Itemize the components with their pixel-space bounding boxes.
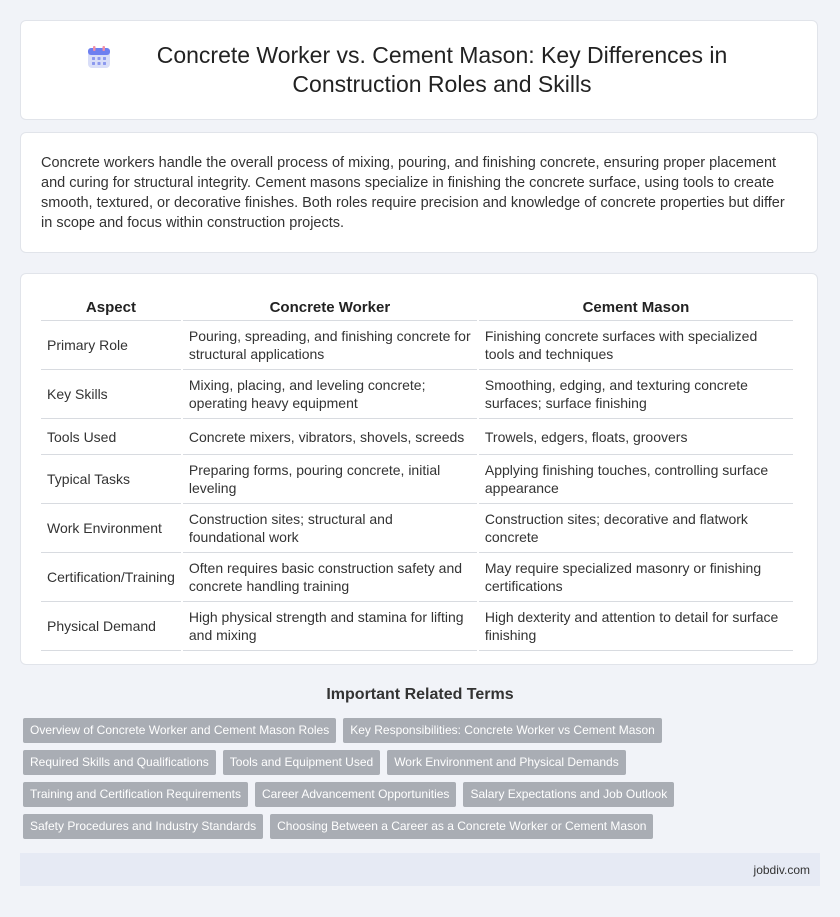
related-term-tag[interactable]: Choosing Between a Career as a Concrete Worker or Cement Mason [270,814,653,839]
cell-concrete-worker: High physical strength and stamina for lifting and mixing [183,602,477,651]
calendar-icon [86,44,112,70]
comparison-table [39,296,795,651]
cell-aspect: Physical Demand [41,602,181,651]
title-card [20,20,818,120]
related-term-tag[interactable]: Salary Expectations and Job Outlook [463,782,674,807]
cell-aspect: Typical Tasks [41,455,181,504]
cell-cement-mason: Smoothing, edging, and texturing concrete surfaces; surface finishing [479,370,793,419]
cell-cement-mason: Construction sites; decorative and flatwork concrete [479,504,793,553]
cell-concrete-worker: Concrete mixers, vibrators, shovels, screeds [183,419,477,455]
footer-site[interactable]: jobdiv.com [753,862,810,877]
related-term-tag[interactable]: Training and Certification Requirements [23,782,248,807]
cell-cement-mason: Finishing concrete surfaces with specialized tools and techniques [479,321,793,370]
table-body [41,321,793,651]
table-row [41,370,793,419]
cell-aspect: Tools Used [41,419,181,455]
comparison-card [20,273,818,665]
header-cement-mason: Cement Mason [479,296,793,321]
cell-concrete-worker: Mixing, placing, and leveling concrete; operating heavy equipment [183,370,477,419]
related-term-tag[interactable]: Work Environment and Physical Demands [387,750,626,775]
table-row [41,504,793,553]
table-row [41,553,793,602]
cell-aspect: Certification/Training [41,553,181,602]
table-row [41,419,793,455]
table-row [41,455,793,504]
cell-aspect: Work Environment [41,504,181,553]
related-term-tag[interactable]: Overview of Concrete Worker and Cement Mason Roles [23,718,336,743]
cell-cement-mason: May require specialized masonry or finishing certifications [479,553,793,602]
related-term-tag[interactable]: Safety Procedures and Industry Standards [23,814,263,839]
footer [20,853,820,886]
related-term-tag[interactable]: Required Skills and Qualifications [23,750,216,775]
cell-concrete-worker: Preparing forms, pouring concrete, initial leveling [183,455,477,504]
cell-cement-mason: Applying finishing touches, controlling surface appearance [479,455,793,504]
cell-cement-mason: Trowels, edgers, floats, groovers [479,419,793,455]
cell-aspect: Primary Role [41,321,181,370]
intro-paragraph: Concrete workers handle the overall process of mixing, pouring, and finishing concrete, ensuring proper placement and curing for structural integrity. Cement masons specialize in finishing the concrete surface, using tools to create smooth, textured, or decorative finishes. Both roles require precision and knowledge of concrete properties but differ in scope and focus within construction projects. [41,155,785,231]
related-terms-title: Important Related Terms [326,686,514,703]
cell-concrete-worker: Construction sites; structural and foundational work [183,504,477,553]
header-aspect: Aspect [41,296,181,321]
table-row [41,602,793,651]
page-title: Concrete Worker vs. Cement Mason: Key Differences in Construction Roles and Skills [156,42,728,97]
cell-concrete-worker: Often requires basic construction safety and concrete handling training [183,553,477,602]
table-row [41,321,793,370]
cell-concrete-worker: Pouring, spreading, and finishing concrete for structural applications [183,321,477,370]
cell-aspect: Key Skills [41,370,181,419]
related-terms-list [23,718,723,839]
related-term-tag[interactable]: Tools and Equipment Used [223,750,380,775]
cell-cement-mason: High dexterity and attention to detail for surface finishing [479,602,793,651]
title-wrap [86,41,752,99]
table-header-row [41,296,793,321]
header-concrete-worker: Concrete Worker [183,296,477,321]
related-term-tag[interactable]: Career Advancement Opportunities [255,782,456,807]
related-term-tag[interactable]: Key Responsibilities: Concrete Worker vs Cement Mason [343,718,662,743]
intro-card [20,132,818,253]
